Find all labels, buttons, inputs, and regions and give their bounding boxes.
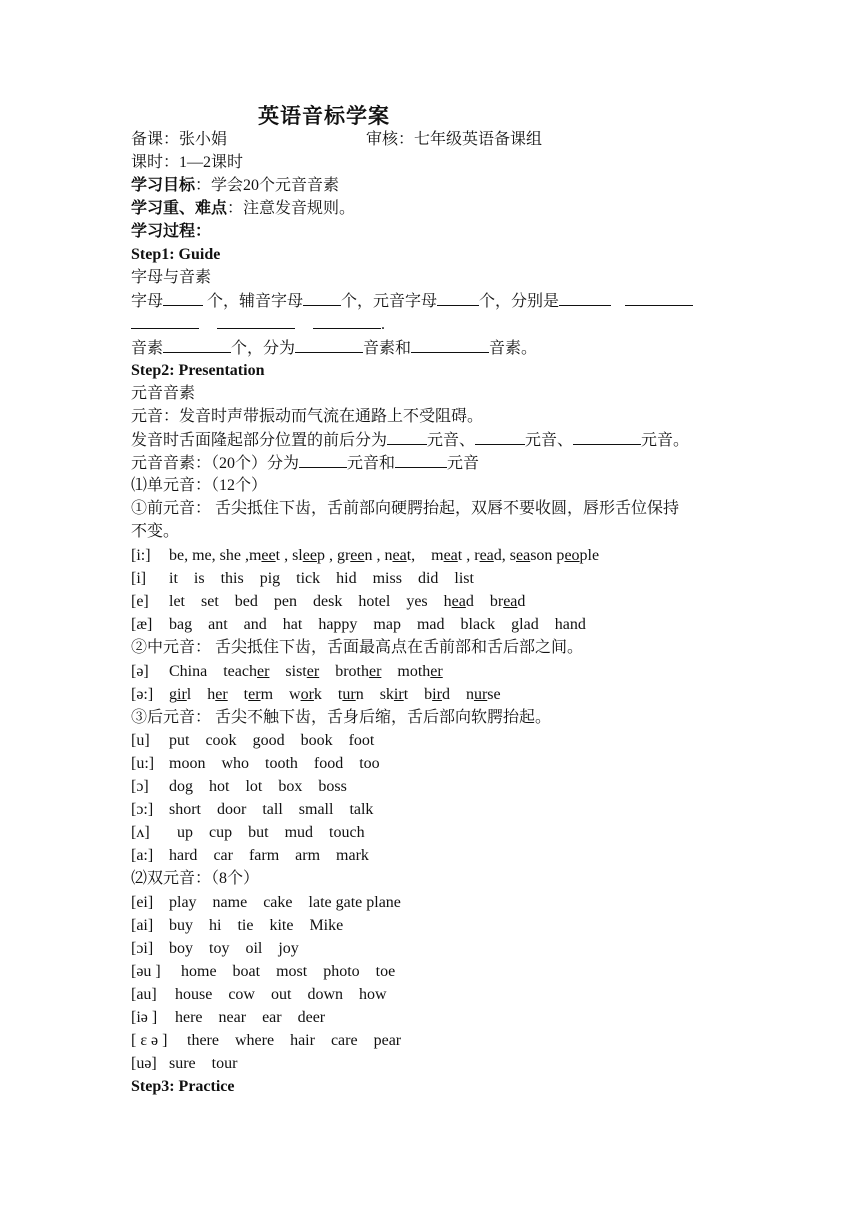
example-word: house (175, 986, 213, 1003)
key-label: 学习重、难点 (131, 200, 228, 217)
example-word: door (217, 801, 247, 818)
end-label: 音素。 (489, 340, 538, 357)
example-word: toy (209, 940, 230, 957)
example-word: girl (169, 686, 192, 703)
example-words: be, me, she ,meet , sleep , green , neat, meat , read, season people (169, 547, 600, 564)
example-word: cook (205, 732, 237, 749)
phonetic-symbol: [əu ] (131, 963, 161, 980)
diphthong-heading: ⑵双元音：（8个） (131, 870, 260, 887)
example-word: car (213, 847, 233, 864)
example-word: most (276, 963, 308, 980)
namely-label: 个，分别是 (479, 293, 560, 310)
example-word: foot (348, 732, 375, 749)
row-o (131, 777, 363, 797)
example-word: put (169, 732, 190, 749)
example-word: dog (169, 778, 193, 795)
example-word: head (443, 593, 474, 610)
goal-label: 学习目标 (131, 177, 196, 194)
example-word: bed (234, 593, 258, 610)
example-word: but (248, 824, 269, 841)
example-word: home (181, 963, 217, 980)
example-word: list (454, 570, 474, 587)
step2-heading: Step2: Presentation (131, 362, 265, 379)
phonetic-symbol: [e] (131, 593, 149, 610)
row-u (131, 731, 390, 751)
example-word: sister (285, 663, 320, 680)
example-word: arm (295, 847, 321, 864)
example-word: hand (554, 616, 586, 633)
example-word: here (175, 1009, 203, 1026)
example-word: this (220, 570, 244, 587)
page-title: 英语音标学案 (258, 104, 390, 128)
prep-line (131, 130, 227, 150)
phonetic-symbol: [uə] (131, 1055, 157, 1072)
blank-mono[interactable] (299, 453, 347, 468)
example-word: late gate plane (308, 894, 401, 911)
vowel-count-line (131, 453, 479, 474)
blank-consonants[interactable] (303, 291, 341, 306)
row-ei (131, 893, 417, 913)
example-word: out (270, 986, 292, 1003)
goal-line (131, 176, 339, 196)
example-word: small (298, 801, 334, 818)
example-word: bag (169, 616, 193, 633)
example-word: work (289, 686, 322, 703)
example-word: kite (269, 917, 294, 934)
blank-letters[interactable] (163, 291, 203, 306)
goal-text: ：学会20个元音音素 (195, 177, 340, 194)
phoneme-count-line (131, 338, 537, 359)
example-word: hi (209, 917, 222, 934)
phonetic-symbol: [ʌ] (131, 824, 150, 841)
example-word: ear (262, 1009, 282, 1026)
phonetic-symbol: [ɔi] (131, 940, 154, 957)
example-word: book (300, 732, 333, 749)
example-word: skirt (379, 686, 409, 703)
row-oi (131, 939, 315, 959)
row-ie (131, 1008, 341, 1028)
example-word: boss (318, 778, 347, 795)
step1-subtitle: 字母与音素 (131, 269, 212, 286)
monophthong-heading: ⑴单元音：（12个） (131, 477, 268, 494)
row-i-short (131, 569, 490, 589)
example-word: deer (297, 1009, 326, 1026)
review-group: 审核：七年级英语备课组 (366, 131, 543, 148)
letters-count-line (131, 291, 693, 312)
phonetic-symbol: [ɔ:] (131, 801, 154, 818)
example-word: buy (169, 917, 193, 934)
example-word: care (330, 1032, 358, 1049)
example-word: map (373, 616, 401, 633)
example-word: bread (489, 593, 526, 610)
phonetic-symbol: [u] (131, 732, 150, 749)
phonetic-symbol: [ai] (131, 917, 154, 934)
phonetic-symbol: [i] (131, 570, 147, 587)
example-word: toe (375, 963, 396, 980)
example-word: mark (336, 847, 369, 864)
example-word: up (177, 824, 193, 841)
phonetic-symbol: [ə:] (131, 686, 154, 703)
example-word: hot (209, 778, 230, 795)
example-word: hotel (358, 593, 391, 610)
example-word: Mike (309, 917, 344, 934)
key-text: ：注意发音规则。 (227, 200, 356, 217)
row-schwa (131, 662, 459, 682)
row-au (131, 985, 403, 1005)
example-word: where (234, 1032, 275, 1049)
example-word: cup (209, 824, 233, 841)
blank-type-1[interactable] (295, 338, 363, 353)
example-word: is (193, 570, 205, 587)
blank-vowels[interactable] (437, 291, 479, 306)
row-o-long (131, 800, 389, 820)
example-word: good (252, 732, 285, 749)
row-i-long (131, 546, 599, 566)
phonetic-symbol: [iə ] (131, 1009, 158, 1026)
example-word: play (169, 894, 197, 911)
row-u-long (131, 754, 396, 774)
position-text: 发音时舌面隆起部分位置的前后分为 (131, 432, 388, 449)
phonetic-symbol: [ ε ə ] (131, 1032, 168, 1049)
example-word: joy (278, 940, 299, 957)
example-word: pear (373, 1032, 402, 1049)
example-word: lot (245, 778, 263, 795)
example-word: tour (211, 1055, 238, 1072)
example-word: too (359, 755, 380, 772)
step1-heading: Step1: Guide (131, 246, 221, 263)
example-word: how (359, 986, 387, 1003)
step3-heading: Step3: Practice (131, 1078, 235, 1095)
front-vowel-rule: ①前元音： 舌尖抵住下齿，舌前部向硬腭抬起，双唇不要收圆，唇形舌位保持 (131, 500, 680, 517)
row-ee (131, 1031, 417, 1051)
example-word: short (169, 801, 201, 818)
divided-label: 个，分为 (231, 340, 296, 357)
example-word: hair (290, 1032, 315, 1049)
example-word: her (207, 686, 228, 703)
example-word: teacher (223, 663, 270, 680)
count-and: 元音和 (347, 455, 396, 472)
blank-front[interactable] (387, 430, 427, 445)
example-word: farm (248, 847, 280, 864)
example-word: did (417, 570, 439, 587)
consonant-label: 个，辅音字母 (207, 293, 304, 310)
example-word: moon (169, 755, 206, 772)
period-line: 课时：1—2课时 (131, 154, 244, 171)
example-word: tooth (265, 755, 298, 772)
example-word: happy (318, 616, 358, 633)
example-word: yes (406, 593, 428, 610)
example-word: hid (336, 570, 357, 587)
letters-count-line-2: . (131, 314, 385, 335)
example-word: name (212, 894, 248, 911)
example-word: photo (323, 963, 360, 980)
row-ou (131, 962, 411, 982)
phoneme-label: 音素 (131, 340, 164, 357)
example-word: boat (232, 963, 261, 980)
phonetic-symbol: [ə] (131, 663, 149, 680)
phonetic-symbol: [æ] (131, 616, 153, 633)
example-word: mud (284, 824, 314, 841)
example-word: ant (208, 616, 228, 633)
count-text: 元音音素：（20个）分为 (131, 455, 300, 472)
example-word: near (218, 1009, 247, 1026)
row-er-long (131, 685, 517, 705)
example-word: pig (259, 570, 281, 587)
example-word: term (243, 686, 274, 703)
blank-vowel-5[interactable] (313, 314, 381, 329)
example-word: box (278, 778, 303, 795)
phonetic-symbol: [ɔ] (131, 778, 149, 795)
example-word: boy (169, 940, 193, 957)
vowel-definition: 元音：发音时声带振动而气流在通路上不受阻碍。 (131, 408, 484, 425)
and-label: 音素和 (363, 340, 412, 357)
position-sep-1: 元音、 (427, 432, 476, 449)
example-word: cake (263, 894, 293, 911)
key-line (131, 199, 355, 219)
blank-vowel-1[interactable] (559, 291, 611, 306)
row-a-long (131, 846, 385, 866)
example-word: oil (245, 940, 263, 957)
position-end: 元音。 (641, 432, 690, 449)
phonetic-symbol: [a:] (131, 847, 154, 864)
phonetic-symbol: [u:] (131, 755, 155, 772)
process-heading: 学习过程： (131, 223, 212, 240)
blank-vowel-4[interactable] (217, 314, 295, 329)
example-word: hat (282, 616, 303, 633)
blank-diph[interactable] (395, 453, 447, 468)
example-word: set (201, 593, 219, 610)
example-word: and (243, 616, 267, 633)
vowel-label: 个，元音字母 (341, 293, 438, 310)
row-ae (131, 615, 602, 635)
count-end: 元音 (447, 455, 480, 472)
blank-vowel-2[interactable] (625, 291, 693, 306)
tongue-position-line (131, 430, 689, 451)
example-word: tick (296, 570, 321, 587)
row-ai (131, 916, 359, 936)
letters-label: 字母 (131, 293, 164, 310)
example-word: nurse (465, 686, 501, 703)
example-word: brother (335, 663, 382, 680)
example-word: turn (337, 686, 364, 703)
example-word: pen (273, 593, 297, 610)
row-ue (131, 1054, 253, 1074)
example-word: desk (313, 593, 343, 610)
example-word: miss (372, 570, 402, 587)
blank-phonemes[interactable] (163, 338, 231, 353)
blank-type-2[interactable] (411, 338, 489, 353)
example-word: glad (511, 616, 539, 633)
example-word: touch (329, 824, 365, 841)
central-vowel-rule: ②中元音： 舌尖抵住下齿，舌面最高点在舌前部和舌后部之间。 (131, 639, 584, 656)
step2-subtitle: 元音音素 (131, 385, 196, 402)
example-word: talk (349, 801, 374, 818)
row-wedge (131, 823, 381, 843)
phonetic-symbol: [i:] (131, 547, 151, 564)
row-e (131, 592, 541, 612)
review-line (366, 130, 542, 150)
example-word: it (169, 570, 178, 587)
phonetic-symbol: [ei] (131, 894, 154, 911)
example-word: food (313, 755, 344, 772)
example-word: down (307, 986, 343, 1003)
example-word: hard (169, 847, 198, 864)
blank-back[interactable] (573, 430, 641, 445)
blank-vowel-3[interactable] (131, 314, 199, 329)
example-word: who (221, 755, 250, 772)
phonetic-symbol: [au] (131, 986, 157, 1003)
prep-teacher: 备课：张小娟 (131, 131, 228, 148)
example-word: cow (228, 986, 255, 1003)
example-word: tie (237, 917, 254, 934)
example-word: bird (424, 686, 450, 703)
position-sep-2: 元音、 (525, 432, 574, 449)
example-word: tall (262, 801, 283, 818)
example-word: mother (397, 663, 443, 680)
example-word: black (460, 616, 496, 633)
blank-central[interactable] (475, 430, 525, 445)
back-vowel-rule: ③后元音： 舌尖不触下齿，舌身后缩，舌后部向软腭抬起。 (131, 709, 552, 726)
example-word: mad (416, 616, 445, 633)
front-vowel-rule-cont: 不变。 (131, 523, 180, 540)
example-word: sure (169, 1055, 196, 1072)
example-word: there (187, 1032, 219, 1049)
example-word: China (169, 663, 208, 680)
example-word: let (169, 593, 185, 610)
